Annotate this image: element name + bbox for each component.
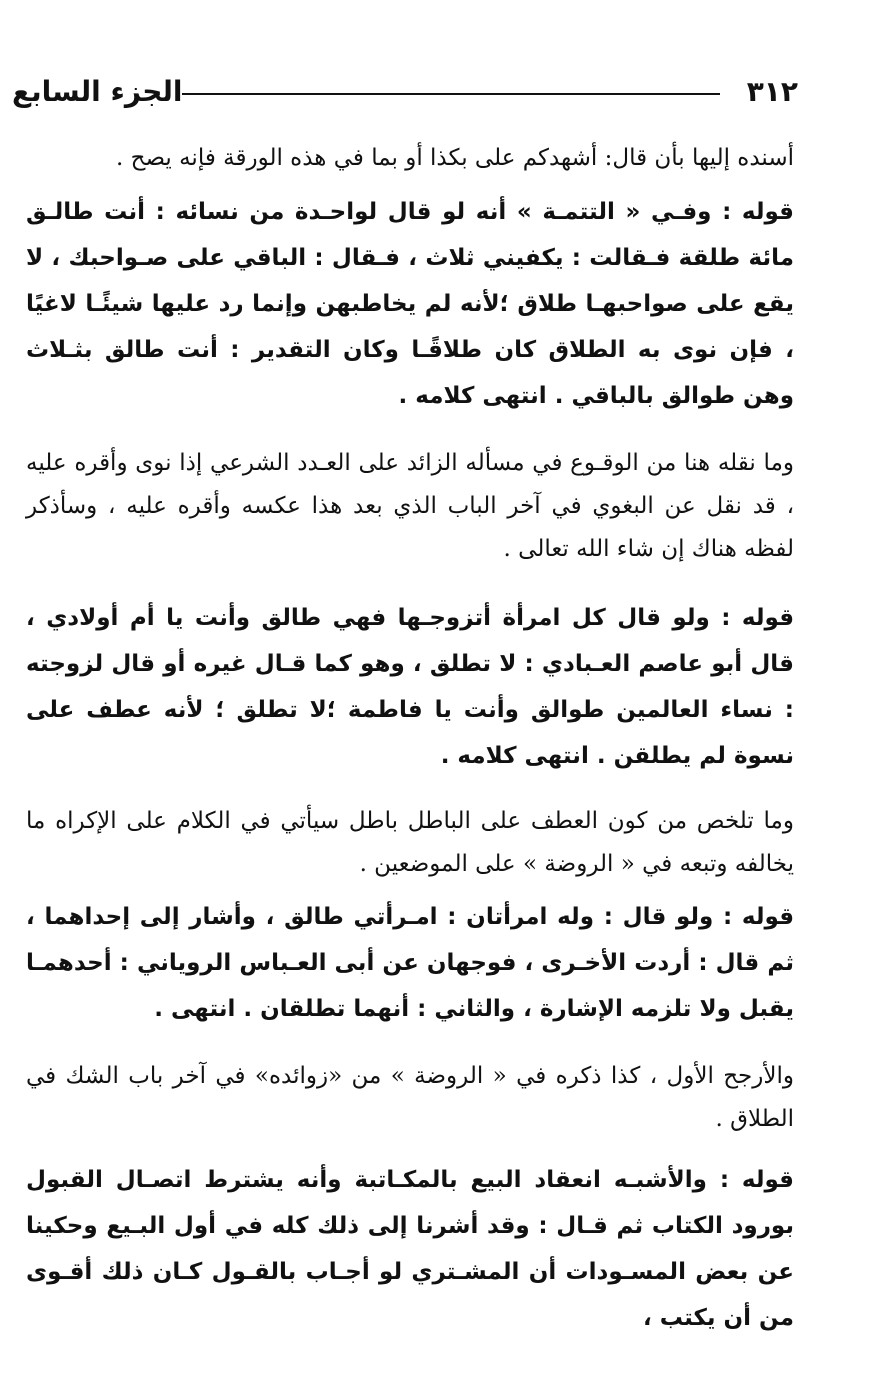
paragraph-2 bbox=[26, 189, 794, 419]
paragraph-text: وما نقله هنا من الوقـوع في مسأله الزائد على العـدد الشرعي إذا نوى وأقره عليه ، قد نقل عن البغوي في آخر الباب الذي بعد هذا عكسه وأقره عليه ، وسأذكر لفظه هناك إن شاء الله تعالى . bbox=[26, 450, 794, 562]
paragraph-5 bbox=[26, 800, 794, 886]
header-rule bbox=[182, 93, 720, 95]
paragraph-7 bbox=[26, 1055, 794, 1141]
paragraph-text: وما تلخص من كون العطف على الباطل باطل سيأتي في الكلام على الإكراه ما يخالفه وتبعه في « الروضة » على الموضعين . bbox=[26, 808, 794, 877]
paragraph-3 bbox=[26, 442, 794, 571]
paragraph-text: والأرجح الأول ، كذا ذكره في « الروضة » من «زوائده» في آخر باب الشك في الطلاق . bbox=[26, 1063, 794, 1132]
paragraph-4 bbox=[26, 595, 794, 779]
paragraph-text: قوله : وفـي « التتمـة » أنه لو قال لواحـدة من نسائه : أنت طالـق مائة طلقة فـقالت : يكفيني ثلاث ، فـقال : الباقي على صـواحبك ، لا يقع على صواحبهـا طلاق ؛لأنه لم يخاطبهن وإنما رد عليها شيئًـا لاغيًا ، فإن نوى به الطلاق كان طلاقًـا وكان التقدير : أنت طالق بثـلاث وهن طوالق بالباقي . انتهى كلامه . bbox=[26, 199, 794, 409]
paragraph-text: قوله : ولو قال كل امرأة أتزوجـها فهي طالق وأنت يا أم أولادي ، قال أبو عاصم العـبادي : لا تطلق ، وهو كما قـال غيره أو قال لزوجته : نساء العالمين طوالق وأنت يا فاطمة ؛لا تطلق ؛ لأنه عطف على نسوة لم يطلقن . انتهى كلامه . bbox=[26, 605, 794, 769]
page-number: ٣١٢ bbox=[746, 75, 798, 108]
page-header bbox=[12, 66, 798, 118]
paragraph-text: قوله : ولو قال : وله امرأتان : امـرأتي طالق ، وأشار إلى إحداهما ، ثم قال : أردت الأخـرى ، فوجهان عن أبى العـباس الروياني : أحدهمـا يقبل ولا تلزمه الإشارة ، والثاني : أنهما تطلقان . انتهى . bbox=[26, 904, 794, 1022]
paragraph-text: قوله : والأشبـه انعقاد البيع بالمكـاتبة وأنه يشترط اتصـال القبول بورود الكتاب ثم قـال : وقد أشرنا إلى ذلك كله في أول البـيع وحكينا عن بعض المسـودات أن المشـتري لو أجـاب بالقـول كـان ذلك أقـوى من أن يكتب ، bbox=[26, 1167, 794, 1331]
paragraph-6 bbox=[26, 894, 794, 1032]
paragraph-8 bbox=[26, 1157, 794, 1341]
paragraph-1 bbox=[26, 137, 794, 180]
running-head: الجزء السابع bbox=[12, 75, 183, 108]
paragraph-text: أسنده إليها بأن قال: أشهدكم على بكذا أو بما في هذه الورقة فإنه يصح . bbox=[115, 145, 794, 171]
